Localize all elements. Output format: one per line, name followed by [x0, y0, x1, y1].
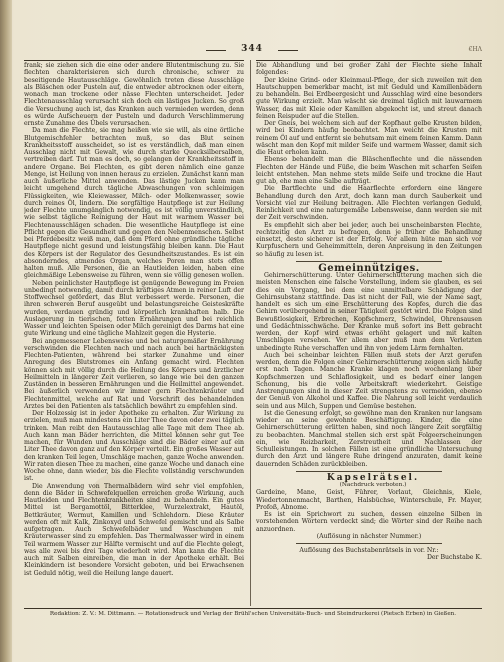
right-column: [256, 62, 482, 606]
paragraph: Gehirnerschütterung. Unter Gehirnerschütterung machen sich die meisten Menschen eine falsche Vorstellung, indem sie glauben, es sei dies ein Vorgang, bei dem eine unmittelbare Schädigung der Gehirnsubstanz stattfinde. Das ist nicht der Fall, wie der Name sagt, handelt es sich um eine Erschütterung des Kopfes, durch die das Gehirn vorübergehend in seiner Tätigkeit gestört wird. Die Folgen sind Bewußtlosigkeit, Erbrechen, Kopfschmerz, Schwindel, Ohrensausen und Gedächtnisschwäche. Der Kranke muß sofort ins Bett gebracht werden, der Kopf wird etwas erhöht gelagert und mit kalten Umschlägen versehen. Vor allem aber muß man dem Verletzten unbedingte Ruhe verschaffen und ihn von jedem Lärm fernhalten.: [256, 272, 482, 352]
paragraph: Ist die Genesung erfolgt, so gewöhne man den Kranken nur langsam wieder an seine gewohnte Beschäftigung. Kinder, die eine Gehirnerschütterung erlitten haben, sind noch längere Zeit sorgfältig zu beobachten. Manchmal stellen sich erst spät Folgeerscheinungen ein, wie Reizbarkeit, Zerstreutheit und Nachlassen der Schulleistungen. In solchen Fällen ist eine gründliche Untersuchung durch den Arzt und längere Ruhe dringend anzuraten, damit keine dauernden Schäden zurückbleiben.: [256, 409, 482, 468]
page-header: [0, 44, 504, 58]
header-rule-left: [24, 60, 244, 61]
section-title: Gemeinnütziges.: [318, 262, 420, 274]
puzzle-credit: (Auflösung in nächster Nummer.): [316, 532, 422, 540]
paragraph: Der Holzessig ist in jeder Apotheke zu erhalten. Zur Wirkung zu erzielen, muß man mindestens ein Liter Thee davon oder zwei täglich trinken. Man reibt den Hautausschlag alle Tage mit dem Thee ab. Auch kann man Bäder herrichten, die Mittel können sehr gut Tee machen, für Wunden und Ausschläge sind die Bäder einer auf ein Liter Thee davon ganz auf den Körper verteilt. Ein großes Wasser auf den kranken Teil legen, Umschläge machen, ganze Woche anwenden. Wir raten diesen Thee zu machen, eine ganze Woche und danach eine Woche ohne, dann wieder, bis die Flechte vollständig verschwunden ist.: [24, 410, 244, 483]
paragraph: Der kleine Grind- oder Kleinmaul-Pflege, der sich zuweilen mit den Hautschuppen bemerkbar macht, ist mit Geduld und Kamillenbädern zu behandeln. Bei Erdbeergesicht und Ausschlag wird eine besonders gute Wirkung erzielt. Man wäscht sie dreimal täglich mit lauwarmem Wasser, das mit Kleie oder Kamillen abgekocht ist, und streut danach feinen Reispuder auf die Stellen.: [256, 76, 482, 120]
header-rule-right: [256, 60, 482, 61]
paragraph: Neben peinlichster Hautpflege ist genügende Bewegung im Freien unbedingt notwendig, damit durch kräftiges Atmen in reiner Luft der Stoffwechsel gefördert, das Blut verbessert werde. Personen, die ihren schweren Beruf ausgeübt und belastungsreiche Geisteskräfte wurden, verdauen gründig und körperlich krankhaften halb. Die Auslagerung in tierischen, fetten Ernährungen und bei reichlich Wasser und leichten Speisen oder Milch gereinigt des Darms hat eine gute Wirkung und eine tägliche Mahlzeit gegen die Hysterie.: [24, 279, 244, 338]
puzzle-title: Kapselrätsel.: [326, 472, 420, 483]
paragraph: frank; sie ziehen sich die eine oder andere Blutentmischung zu. Sie flechten charakterisieren sich durch chronische, schwer zu beseitigende Hautausschläge. Gewöhnlich treten diese Ausschläge als Bläschen oder Pusteln auf, die entweder abtrocknen oder eitern, wonach man trockene oder nässe Flechten unterscheidet. Jeder Flechtenausschlag verursacht sich doch ein lästiges Jucken. So groß die Versuchung auch ist, das Kranken auch vermieden werden, denn es würde Aufscheuern der Pusteln und dadurch Verschlimmerung ernste Zunahme des Übels verursachen.: [24, 62, 244, 127]
paragraph: Auch bei scheinbar leichten Fällen muß stets der Arzt gerufen werden, denn die Folgen einer Gehirnerschütterung zeigen sich häufig erst nach Tagen. Manche Kranke klagen noch wochenlang über Kopfschmerzen und Schlaflosigkeit, und es bedarf einer langen Schonung, bis die volle Arbeitskraft wiederkehrt. Geistige Anstrengungen sind in dieser Zeit strengstens zu vermeiden, ebenso der Genuß von Alkohol und Kaffee. Die Nahrung soll leicht verdaulich sein und aus Milch, Suppen und Gemüse bestehen.: [256, 351, 482, 410]
solution-label: Auflösung des Buchstabenrätsels in vor. Nr.:: [299, 547, 439, 554]
section-separator: [296, 261, 442, 262]
puzzle-subtitle: (Nachdruck verboten.): [339, 482, 407, 488]
paragraph: Die Anwendung von Thermalbädern wird sehr viel empfohlen, denn die Bäder in Schwefelquellen erreichen große Wirkung, auch Hautleiden und Flechtenkrankheiten sind zu behandeln. Ein gutes Mittel ist Bergamottöl, Bitterklee, Wurzelextrakt, Hautöl, Bettkräuter, Wermut, Kamillen und Schlehdorn. Diese Kräuter werden oft mit Kalk, Zinkoxyd und Schwefel gemischt und als Salbe aufgetragen. Auch Schwefelbäder und Waschungen mit Kräuterwasser sind zu empfehlen. Das Thermalwasser wird in einem Teil warmem Wasser zur Hälfte vermischt und auf die Flechte gelegt, was alle zwei bis drei Tage wiederholt wird. Man kann die Flechte auch mit Salben einreiben, die man in der Apotheke erhält. Bei Kleinkindern ist besondere Vorsicht geboten, und bei Erwachsenen ist Geduld nötig, weil die Heilung lange dauert.: [24, 482, 244, 577]
section-separator: [296, 471, 442, 472]
paragraph: Es empfiehlt sich aber bei jeder, auch bei unscheinbarsten Flechte, rechtzeitig den Arzt zu befragen, denn je früher die Behandlung einsetzt, desto sicherer ist der Erfolg. Vor allem hüte man sich vor Kurpfuschern und Geheimmitteln, deren Anpreisung in den Zeitungen so häufig zu lesen ist.: [256, 221, 482, 258]
solution-text: Der Buchstabe K.: [426, 554, 482, 562]
column-divider: [250, 60, 251, 606]
header-dash-left: [206, 50, 226, 51]
puzzle-hint: Es ist ein Sprichwort zu suchen, dessen einzelne Silben in vorstehenden Wörtern verdeckt sind; die Wörter sind der Reihe nach anzuordnen.: [256, 511, 482, 533]
paragraph: Die Abhandlung und bei großer Zahl der Flechte siehe Inhalt folgendes:: [256, 62, 482, 77]
paragraph: Der Gneis, bei welchem sich auf der Kopfhaut gelbe Krusten bilden, wird bei Kindern häufig beobachtet. Man weicht die Krusten mit reinem Öl auf und entfernt sie behutsam mit einem feinen Kamm. Dann wäscht man den Kopf mit milder Seife und warmem Wasser, damit sich die Haut erholen kann.: [256, 120, 482, 156]
puzzle-body: Gardeine, Mane, Geist, Führer, Vorlaut, Gleichnis, Kiele, Wiedertonnenmacht, Barthen, Halsbüchse, Winterschule, Fr. Mayer, Profoß, Abnome.: [256, 489, 482, 511]
page-binding-edge: [0, 0, 12, 662]
corner-mark: €ΗΛ: [468, 46, 482, 53]
paragraph: Die Bartflechte und die Haarflechte erfordern eine längere Behandlung durch den Arzt, doch kann man durch Sauberkeit und Vorsicht viel zur Heilung beitragen. Alle Flechten verlangen Geduld, Reinlichkeit und eine naturgemäße Lebensweise, dann werden sie mit der Zeit verschwinden.: [256, 185, 482, 222]
page-number: 344: [241, 44, 263, 54]
footer-rule: [24, 608, 482, 609]
section-separator: [296, 543, 442, 544]
paragraph: Bei angemessener Lebensweise und bei naturgemäßer Ernährung verschwinden die Flechten nach und nach auch bei hartnäckigsten Flechten-Patienten, während bei starker Zunahme und einer Anregung des Blutstromes ein Anfang gemacht wird. Flechten können sich mit völlig durch die Heilung des Körpers und ärztlicher Heilmitteln in längerer Zeit verlieren, so lange wie bei den ganzen Zuständen in besseren Ernährungen und die Heilmittel angewendet. Bei äußerlich verwenden wir immer gern Flechtenkräuter und Flechtenmittel, welche auf Rat und Vorschrift des behandelnden Arztes bei den Patienten als tatsächlich bewährt zu empfehlen sind.: [24, 337, 244, 410]
paragraph: Ebenso behandelt man die Bläschenflechte und die nässenden Flechten der Hände und Füße, die beim Waschen mit scharfen Seifen leicht entstehen. Man nehme stets milde Seife und trockne die Haut gut ab, ehe man eine Salbe aufträgt.: [256, 156, 482, 185]
left-column: [24, 62, 244, 606]
paragraph: Da man die Flechte, sie mag heißen wie sie will, als eine örtliche Blutgemischfehler betrachten muß, so das Blut seinen Krankheitsstoff ausscheidet, so ist es verständlich, daß man einen Ausschlag nicht mit Gewalt, wie durch starke Quecksilbersalben, vertreiben darf. Tut man es doch, so gelangen der Krankheitsstoff in andere Organe. Bei Flechten, es gibt deren nämlich eine ganze Menge, ist Heilung von innen heraus zu erzielen. Zunächst kann man auch äußerliche Mittel anwenden. Das lästige Jucken kann man leicht umgehend durch tägliche Abwaschungen von schleimigen Flüssigkeiten, wie Kleiewasser, Milch- oder Molkenwasser, sowie durch reines Öl, lindern. Die sorgfältige Hautpflege ist zur Heilung jeder Flechte unumgänglich notwendig, es ist völlig unverständlich, wie selbst tägliche Reinigung der Haut mit warmem Wasser bei Flechtenausschlägen schaden. Die wesentliche Hautpflege ist eine Pflicht gegen die Gesundheit und gegen den Nebenmenschen. Selbst bei Pferdebesitz weiß man, daß dem Pferd ohne gründliche tägliche Hautpflege nicht gesund und leistungsfähig bleiben kann. Die Haut des Körpers ist der Regulator des Gesundheitszustandes. Es ist ein absonderndes, atmendes Organ, welches Poren man stets offen halten muß. Alle Personen, die an Hautleiden leiden, haben eine gleichmäßige Lebensweise zu führen, wenn sie völlig genesen wollen.: [24, 127, 244, 280]
imprint-footer: Redaktion: Z. V.: M. Dittmann. — Rotationsdruck und Verlag der Brühl'schen Universitäts-Buch- und Steindruckerei (Pietsch Erben) in Gießen.: [49, 611, 457, 617]
header-dash-right: [278, 50, 298, 51]
